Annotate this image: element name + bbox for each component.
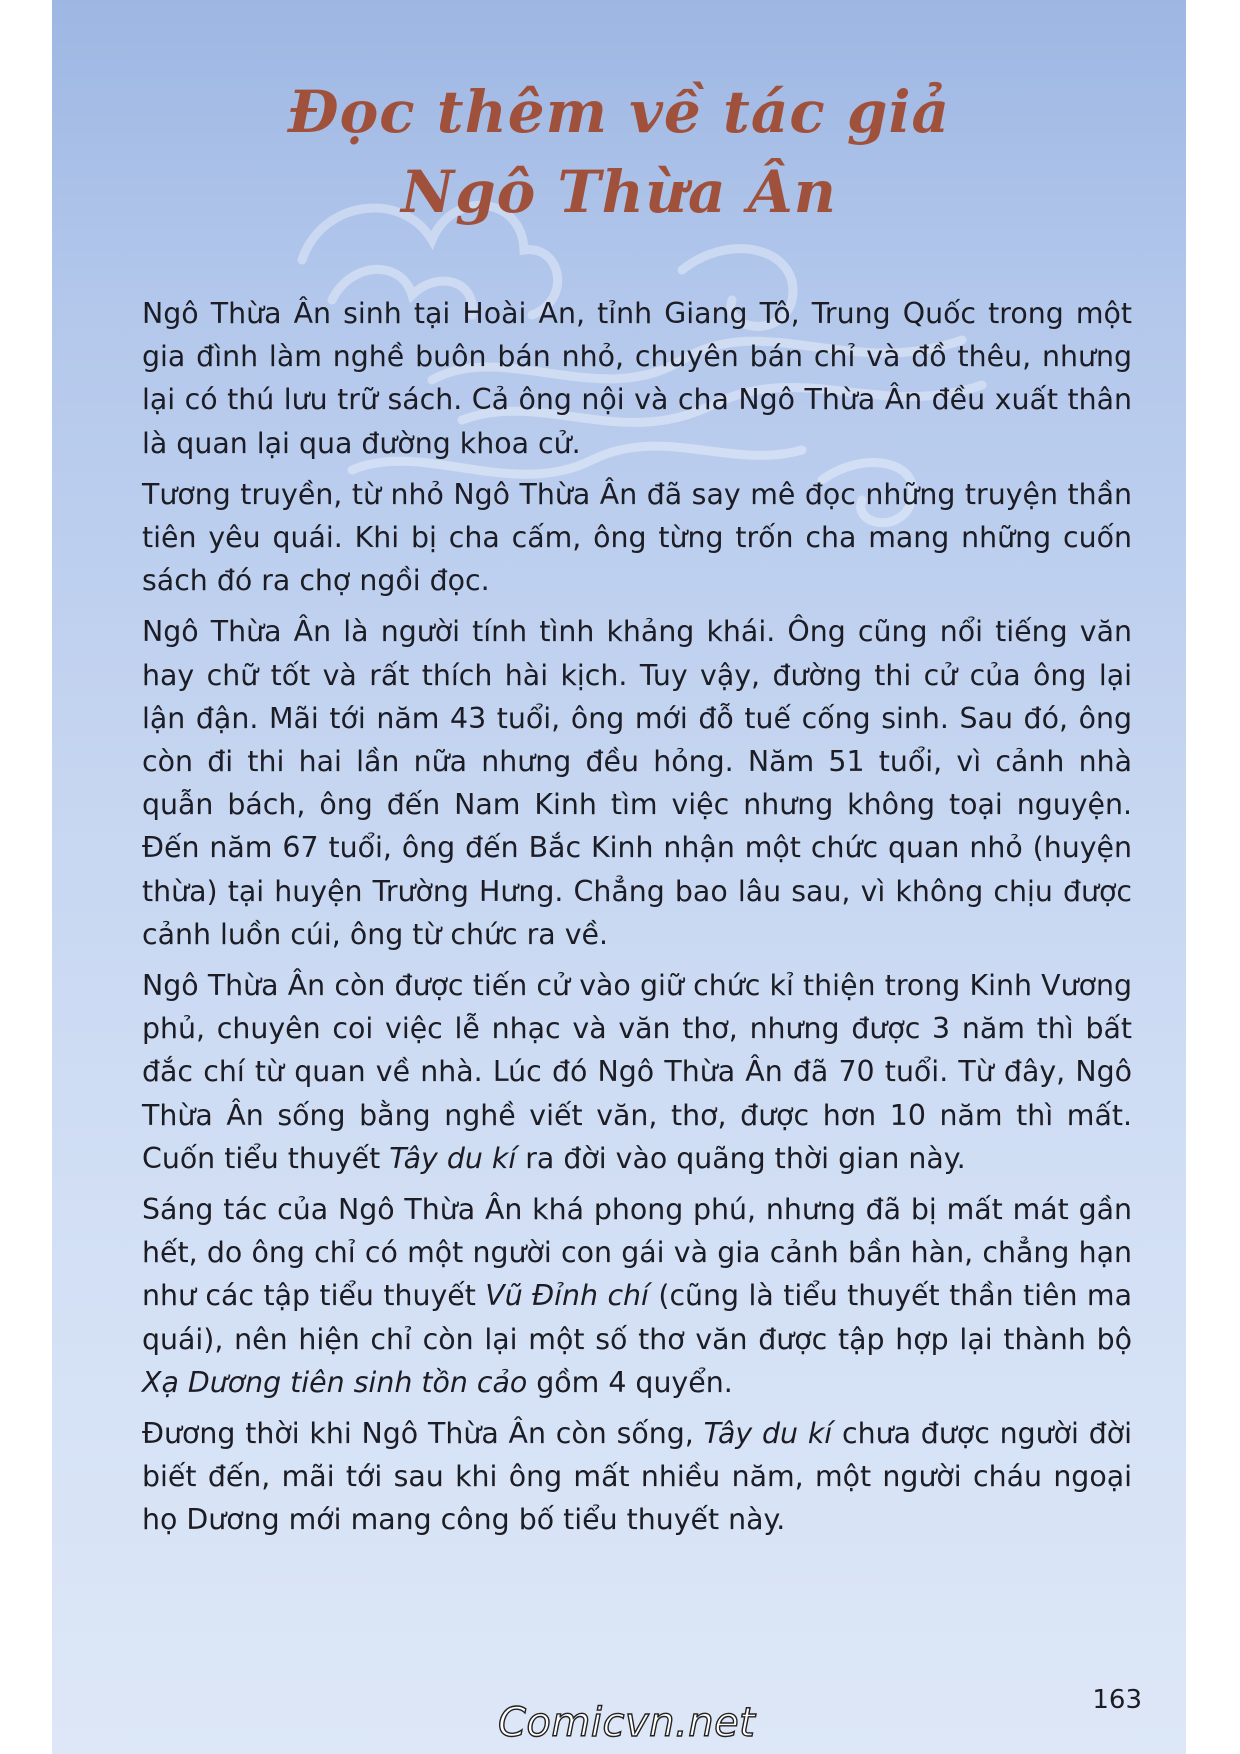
paragraph-text: ra đời vào quãng thời gian này. [516,1141,966,1175]
page-title-line-1: Đọc thêm về tác giả [287,78,951,146]
body-paragraph [142,610,1132,956]
book-page [52,0,1186,1754]
body-paragraph [142,473,1132,603]
paragraph-text: Ngô Thừa Ân sinh tại Hoài An, tỉnh Giang Tô, Trung Quốc trong một gia đình làm nghề buôn bán nhỏ, chuyên bán chỉ và đồ thêu, nhưng lại có thú lưu trữ sách. Cả ông nội và cha Ngô Thừa Ân đều xuất thân là quan lại qua đường khoa cử. [142,297,1132,460]
body-paragraph [142,292,1132,465]
article-body [142,292,1132,1550]
book-title-italic: Vũ Đỉnh chí [485,1279,649,1313]
paragraph-text: chưa được người đời biết đến, mãi tới sau khi ông mất nhiều năm, một người cháu ngoại họ Dương mới mang công bố tiểu thuyết này. [142,1417,1132,1537]
paragraph-text: Ngô Thừa Ân còn được tiến cử vào giữ chức kỉ thiện trong Kinh Vương phủ, chuyên coi việc lễ nhạc và văn thơ, nhưng được 3 năm thì bất đắc chí từ quan về nhà. Lúc đó Ngô Thừa Ân đã 70 tuổi. Từ đây, Ngô Thừa Ân sống bằng nghề viết văn, thơ, được hơn 10 năm thì mất. Cuốn tiểu thuyết [142,969,1132,1175]
page-number: 163 [1092,1685,1142,1715]
book-title-italic: Tây du kí [703,1417,833,1451]
book-title-italic: Tây du kí [389,1141,517,1175]
watermark: Comicvn.net [498,1700,756,1746]
page-title-line-2: Ngô Thừa Ân [401,158,837,226]
paragraph-text: Ngô Thừa Ân là người tính tình khảng khái. Ông cũng nổi tiếng văn hay chữ tốt và rất thích hài kịch. Tuy vậy, đường thi cử của ông lại lận đận. Mãi tới năm 43 tuổi, ông mới đỗ tuế cống sinh. Sau đó, ông còn đi thi hai lần nữa nhưng đều hỏng. Năm 51 tuổi, vì cảnh nhà quẫn bách, ông đến Nam Kinh tìm việc nhưng không toại nguyện. Đến năm 67 tuổi, ông đến Bắc Kinh nhận một chức quan nhỏ (huyện thừa) tại huyện Trường Hưng. Chẳng bao lâu sau, vì không chịu được cảnh luồn cúi, ông từ chức ra về. [142,615,1132,951]
paragraph-text: Đương thời khi Ngô Thừa Ân còn sống, [142,1417,704,1451]
paragraph-text: Sáng tác của Ngô Thừa Ân khá phong phú, nhưng đã bị mất mát gần hết, do ông chỉ có một người con gái và gia cảnh bần hàn, chẳng hạn như các tập tiểu thuyết [142,1193,1132,1313]
paragraph-text: gồm 4 quyển. [527,1365,733,1399]
body-paragraph [142,1188,1132,1404]
book-title-italic: Xạ Dương tiên sinh tồn cảo [142,1365,528,1399]
paragraph-text: (cũng là tiểu thuyết thần tiên ma quái), nên hiện chỉ còn lại một số thơ văn được tập hợp lại thành bộ [142,1279,1132,1356]
body-paragraph [142,1412,1132,1542]
body-paragraph [142,964,1132,1180]
paragraph-text: Tương truyền, từ nhỏ Ngô Thừa Ân đã say mê đọc những truyện thần tiên yêu quái. Khi bị cha cấm, ông từng trốn cha mang những cuốn sách đó ra chợ ngồi đọc. [142,477,1132,598]
